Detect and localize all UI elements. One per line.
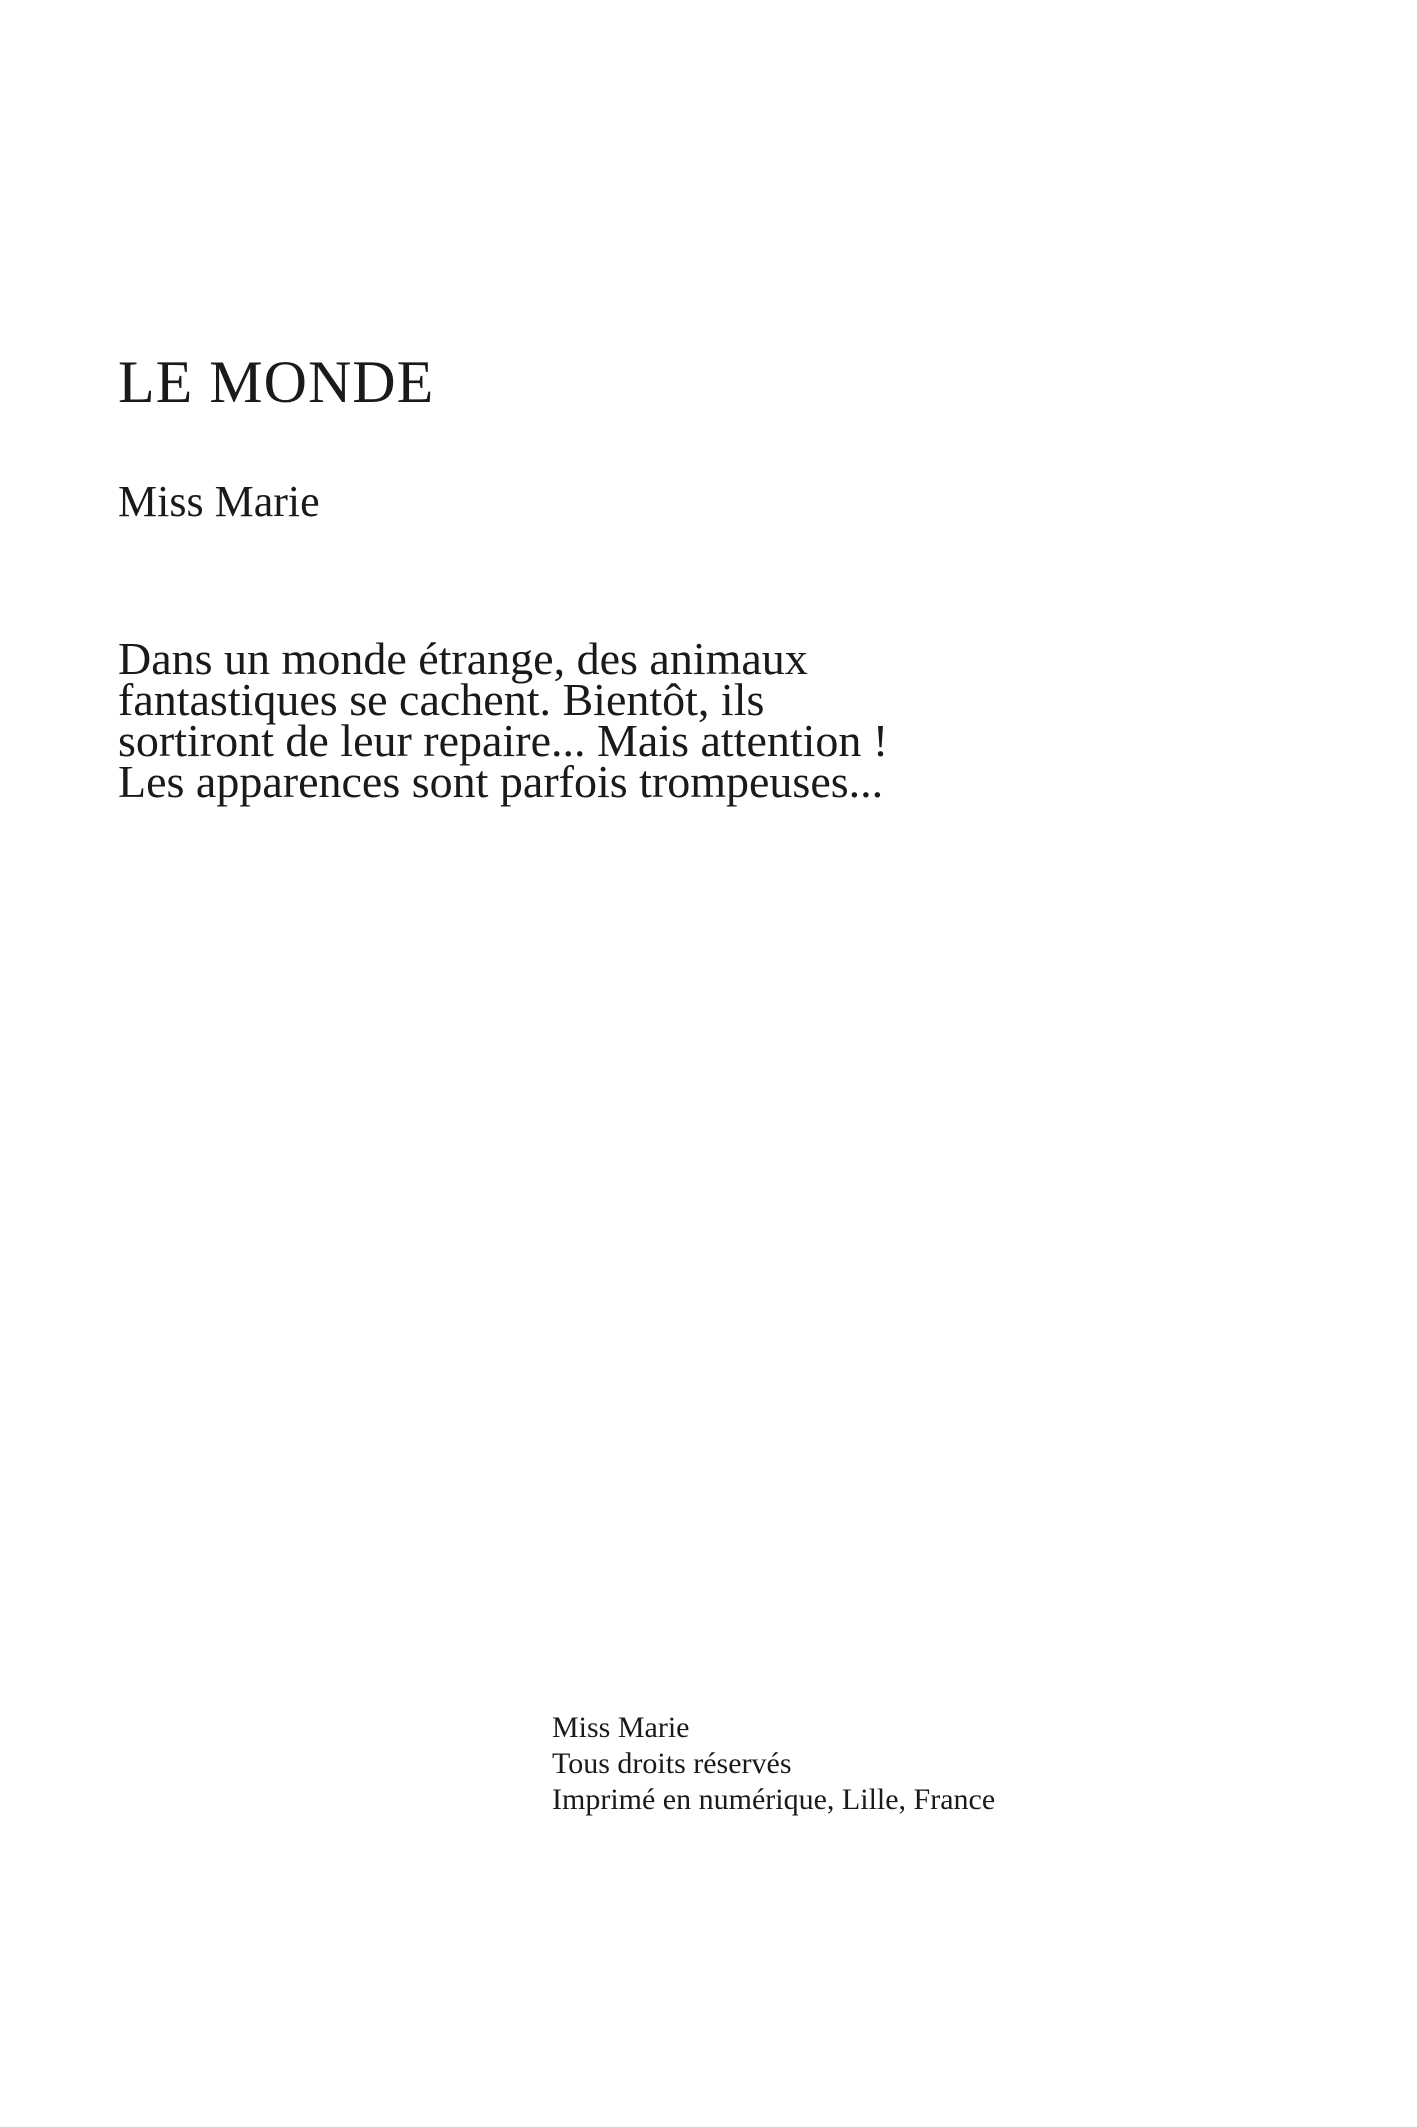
colophon-author: Miss Marie [552, 1711, 690, 1744]
book-title: LE MONDE [118, 349, 435, 415]
colophon [552, 1710, 995, 1818]
blurb-line: sortiront de leur repaire... Mais attention ! [118, 715, 889, 766]
back-cover-blurb [118, 633, 1118, 807]
colophon-rights: Tous droits réservés [552, 1747, 792, 1780]
blurb-line: fantastiques se cachent. Bientôt, ils [118, 674, 765, 725]
blurb-line: Dans un monde étrange, des animaux [118, 633, 808, 684]
colophon-printing: Imprimé en numérique, Lille, France [552, 1783, 996, 1816]
author-name: Miss Marie [118, 477, 320, 526]
blurb-line: Les apparences sont parfois trompeuses... [118, 756, 884, 807]
